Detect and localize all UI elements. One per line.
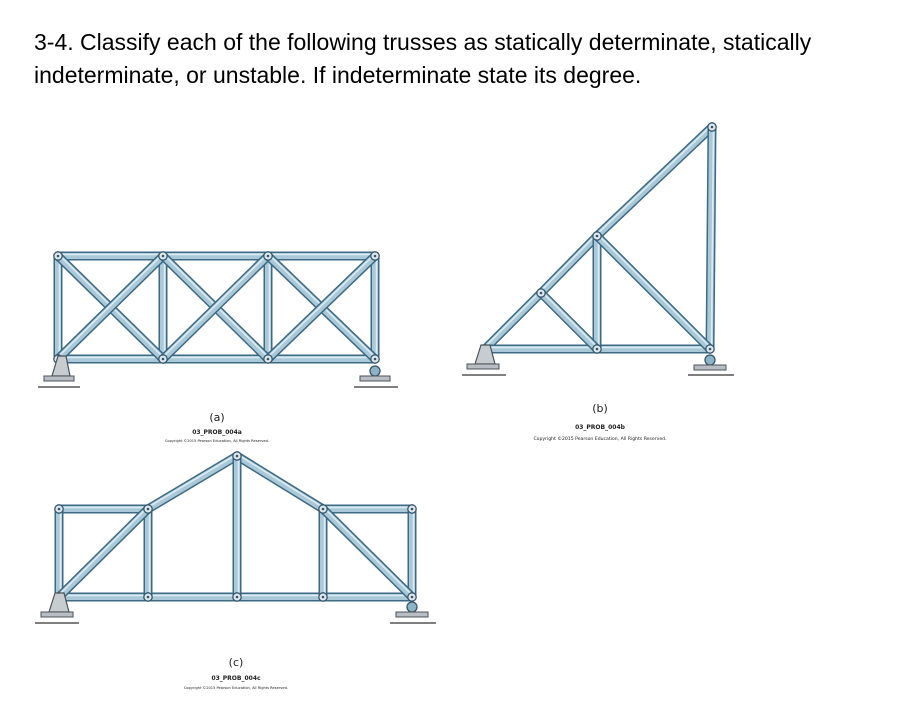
joint-pin-center	[58, 508, 61, 511]
joint-pin-center	[596, 348, 599, 351]
joint-pin-center	[709, 348, 712, 351]
truss-member	[148, 596, 237, 598]
joint-pin-center	[162, 358, 165, 361]
truss-member	[323, 509, 325, 597]
truss-member	[237, 456, 239, 597]
truss-member	[596, 126, 712, 236]
truss-member	[597, 236, 599, 349]
joint-pin-center	[374, 255, 377, 258]
caption-a	[165, 411, 269, 443]
truss-member	[163, 255, 268, 257]
support-base	[694, 365, 726, 370]
truss-member	[485, 348, 597, 350]
truss-member	[484, 292, 541, 349]
joint-pin-center	[236, 596, 239, 599]
truss-member	[323, 508, 413, 597]
truss-member	[58, 358, 163, 360]
joint-pin-center	[236, 455, 239, 458]
support-base	[360, 376, 390, 381]
support-base	[44, 376, 74, 381]
joint-pin-center	[596, 235, 599, 238]
joint-pin-center	[711, 126, 714, 129]
truss-member	[147, 455, 237, 509]
support-base	[396, 612, 428, 617]
truss-member	[597, 235, 711, 349]
truss-member	[541, 292, 598, 349]
figure-code-a: 03_PROB_004a	[192, 429, 242, 436]
figure-copyright-c: Copyright ©2015 Pearson Education, All Rights Reserved.	[183, 686, 289, 690]
truss-member	[412, 509, 414, 597]
truss-member	[163, 358, 268, 360]
truss-member	[163, 256, 165, 359]
problem-statement: 3-4. Classify each of the following trusses as statically determinate, statically indeterminate, or unstable. If indeterminate state its degree.	[34, 29, 812, 88]
truss-member	[59, 509, 61, 597]
caption-b	[533, 402, 666, 442]
caption-c	[184, 656, 288, 690]
joint-pin-center	[322, 508, 325, 511]
truss-member	[268, 255, 375, 257]
joint-pin-center	[374, 358, 377, 361]
joint-pin-center	[411, 596, 414, 599]
support-base	[467, 364, 499, 369]
figure-label-b: (b)	[592, 402, 608, 415]
truss-member	[237, 596, 323, 598]
roller-support-icon	[407, 602, 417, 612]
truss-member	[323, 596, 412, 598]
figure-copyright-a: Copyright ©2015 Pearson Education, All Rights Reserved.	[164, 439, 270, 443]
truss-b-roller-support	[688, 355, 734, 375]
truss-member	[268, 256, 270, 359]
truss-member	[710, 127, 713, 349]
truss-member	[58, 256, 60, 359]
figure-code-c: 03_PROB_004c	[211, 675, 261, 682]
truss-member	[237, 455, 324, 509]
truss-member	[375, 256, 377, 359]
truss-member	[59, 596, 148, 598]
truss-member	[268, 358, 375, 360]
support-base	[41, 612, 73, 617]
joint-pin-center	[57, 255, 60, 258]
truss-member	[58, 255, 163, 257]
joint-pin-center	[147, 508, 150, 511]
truss-c	[58, 455, 414, 597]
truss-c-roller-support	[390, 602, 436, 623]
joint-pin-center	[162, 255, 165, 258]
joint-pin-center	[267, 255, 270, 258]
truss-member	[59, 508, 148, 510]
truss-member	[148, 509, 150, 597]
truss-member	[540, 235, 597, 293]
truss-member	[597, 348, 710, 350]
joint-pin-center	[147, 596, 150, 599]
figure-copyright-b: Copyright ©2015 Pearson Education, All Rights Reserved.	[533, 437, 667, 442]
figure-code-b: 03_PROB_004b	[575, 424, 625, 431]
joint-pin-center	[411, 508, 414, 511]
roller-support-icon	[370, 366, 380, 376]
joint-pin-center	[322, 596, 325, 599]
truss-a	[57, 255, 377, 360]
joint-pin-center	[540, 292, 543, 295]
truss-member	[58, 508, 148, 597]
figure-label-a: (a)	[209, 411, 225, 424]
figure-label-c: (c)	[228, 656, 244, 669]
truss-member	[323, 508, 412, 510]
joint-pin-center	[267, 358, 270, 361]
roller-support-icon	[705, 355, 715, 365]
truss-a-roller-support	[354, 366, 398, 387]
